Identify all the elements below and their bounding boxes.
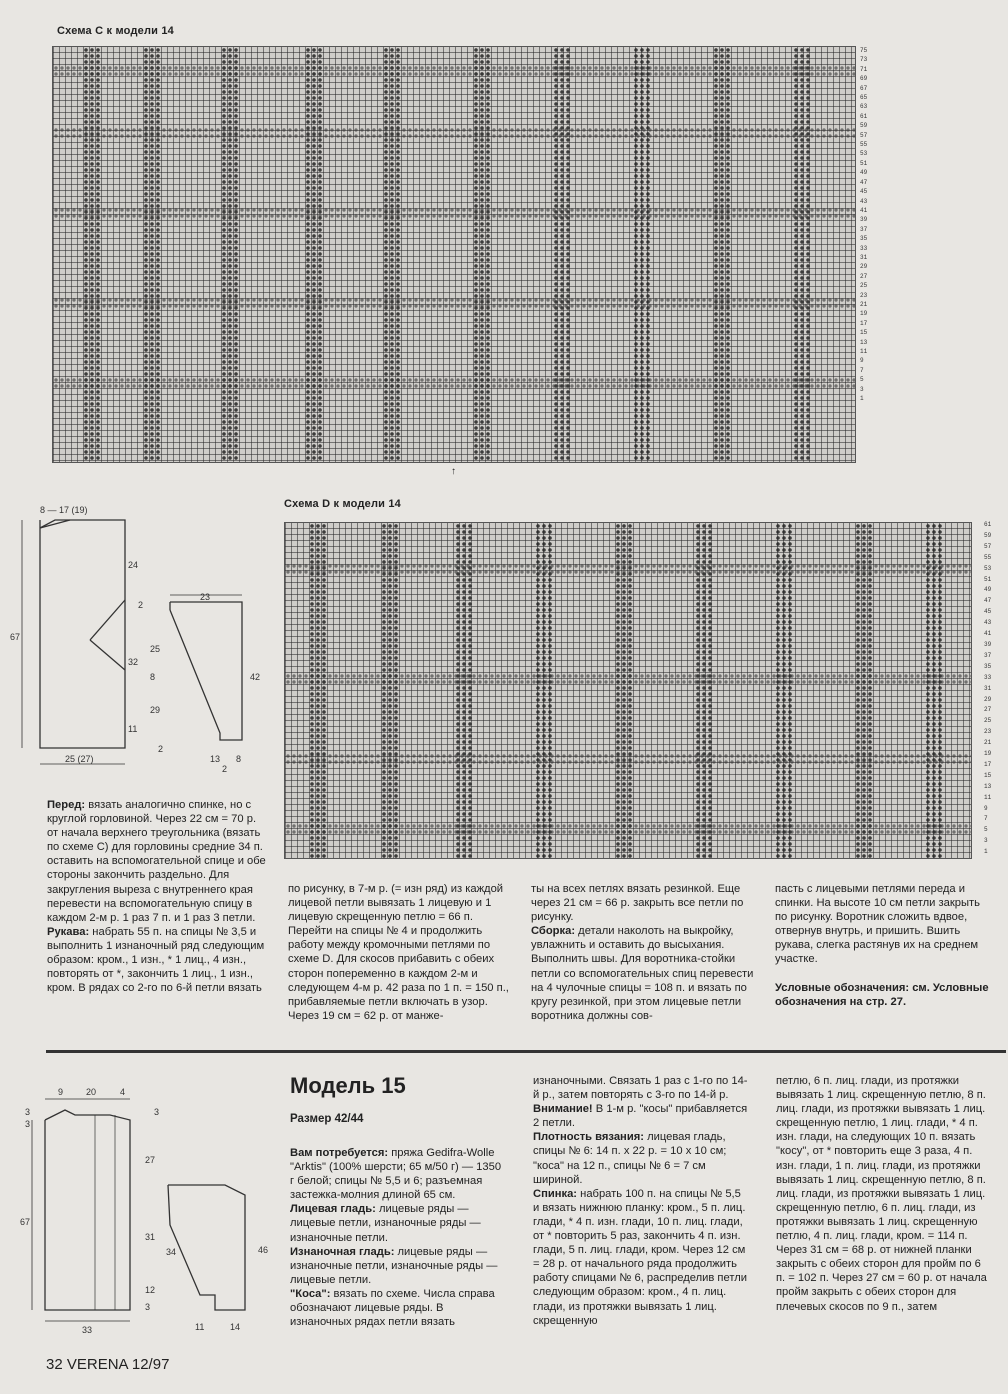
row-number: 51 [860, 159, 868, 167]
row-number: 11 [984, 793, 992, 801]
svg-text:8: 8 [150, 672, 156, 682]
row-number: 5 [860, 376, 864, 384]
row-number: 21 [984, 739, 992, 747]
model14-schematic [10, 500, 270, 780]
chart-c-caption: Схема С к модели 14 [57, 25, 174, 37]
row-number: 19 [984, 750, 992, 758]
row-number: 7 [984, 815, 988, 823]
page-footer: 32 VERENA 12/97 [46, 1356, 170, 1373]
row-number: 53 [984, 564, 992, 572]
row-number: 47 [984, 597, 992, 605]
row-number: 47 [860, 178, 868, 186]
row-number: 43 [860, 197, 868, 205]
chart-d-row-numbers [984, 520, 991, 858]
row-number: 21 [860, 300, 868, 308]
svg-text:42: 42 [250, 672, 261, 682]
row-number: 37 [860, 225, 868, 233]
svg-text:2: 2 [222, 764, 228, 774]
dim-top: 8 — 17 (19) [40, 505, 88, 515]
row-number: 25 [984, 717, 992, 725]
svg-text:4: 4 [120, 1087, 126, 1097]
chart-d-grid [284, 522, 972, 859]
svg-text:13: 13 [210, 754, 221, 764]
svg-text:11: 11 [195, 1322, 205, 1332]
text14-col2: по рисунку, в 7-м р. (= изн ряд) из каждой лицевой петли вывязать 1 лицевую и 1 лицевую скрещенную петлю = 66 п. Перейти на спицы № 4 и продолжить работу между кромочными петлями по схеме D. Для скосов прибавить с обеих сторон попеременно в каждом 2-м и следующем 4-м р. 42 раза по 1 п. = 150 п., прибавляемые петли включать в узор. Через 19 см = 62 р. от манже- [288, 883, 509, 1022]
row-number: 57 [860, 131, 868, 139]
model15-col2: Вам потребуется: пряжа Gedifra-Wolle "Arktis" (100% шерсти; 65 м/50 г) — 1350 г белой; спицы № 5,5 и 6; разъемная застежка-молния длиной 65 см. Лицевая гладь: лицевые ряды — лицевые петли, изнаночные ряды — изнаночные петли. Изнаночная гладь: лицевые ряды — изнаночные петли, изнаночные ряды — лицевые петли. "Коса": вязать по схеме. Числа справа обозначают лицевые ряды. В изнаночных рядах петли вязать [290, 1147, 502, 1329]
model15-schematic [20, 1085, 280, 1350]
row-number: 1 [984, 848, 988, 856]
row-number: 41 [984, 630, 992, 638]
svg-text:67: 67 [20, 1217, 31, 1227]
row-number: 59 [984, 531, 992, 539]
chart-c-grid [52, 46, 856, 463]
row-number: 17 [860, 319, 868, 327]
row-number: 15 [984, 771, 992, 779]
row-number: 49 [984, 586, 992, 594]
svg-text:9: 9 [58, 1087, 64, 1097]
chart-c-row-numbers [860, 46, 867, 403]
svg-text:14: 14 [230, 1322, 241, 1332]
svg-text:23: 23 [200, 592, 211, 602]
row-number: 55 [860, 141, 868, 149]
text14-col1: Перед: вязать аналогично спинке, но с круглой горловиной. Через 22 см = 70 р. от начала верхнего треугольника (вязать по схеме С) для горловины средние 34 п. оставить на вспомогательной спице и обе стороны закончить раздельно. Для закругления выреза с внутреннего края перевести на вспомогательную спицу в каждом 2-м р. 1 раз 7 п. и 1 раз 3 петли. Рукава: набрать 55 п. на спицы № 3,5 и выполнить 1 изнаночный ряд следующим образом: кром., 1 изн., * 1 лиц., 4 изн., повторять от *, закончить 1 лиц., 1 изн., кром. В рядах со 2-го по 6-й петли вязать [47, 799, 266, 995]
row-number: 61 [984, 521, 992, 528]
row-number: 5 [984, 826, 988, 834]
row-number: 23 [860, 291, 868, 299]
model15-col4: петлю, 6 п. лиц. глади, из протяжки вывязать 1 лиц. скрещенную петлю, 8 п. лиц. глади, из протяжки вывязать 1 лиц. скрещенную петлю, 1 лиц. глади, * 4 п. изн. глади, на следующих 10 п. вязать "косу", от * повторить еще 3 раза, 4 п. изн. глади, 1 п. лиц. глади, из протяжки вывязать 1 лиц. скрещенную петлю, 8 п. лиц. глади, из протяжки вывязать 1 лиц. скрещенную петлю, 6 п. лиц. глади, из протяжки вывязать 1 лиц. скрещенную петлю, 4 п. лиц. глади, кром. = 114 п. Через 31 см = 68 р. от нижней планки закрыть с обеих сторон для пройм по 6 п. = 102 п. Через 27 см = 60 р. от начала пройм закрыть с обеих сторон для плечевых скосов по 9 п., затем [776, 1075, 987, 1313]
row-number: 29 [984, 695, 992, 703]
svg-text:20: 20 [86, 1087, 97, 1097]
row-number: 13 [860, 338, 868, 346]
row-number: 45 [860, 188, 868, 196]
row-number: 23 [984, 728, 992, 736]
svg-text:32: 32 [128, 657, 139, 667]
row-number: 63 [860, 103, 868, 111]
row-number: 9 [984, 804, 988, 812]
row-number: 55 [984, 553, 992, 561]
row-number: 19 [860, 310, 868, 318]
row-number: 75 [860, 47, 868, 54]
row-number: 51 [984, 575, 992, 583]
row-number: 15 [860, 329, 868, 337]
svg-text:3: 3 [154, 1107, 160, 1117]
row-number: 9 [860, 357, 864, 365]
chart-c-arrow: ↑ [451, 466, 456, 477]
model15-col3: изнаночными. Связать 1 раз с 1-го по 14-й р., затем повторять с 3-го по 14-й р. Внимание! В 1-м р. "косы" прибавляется 2 петли. Плотность вязания: лицевая гладь, спицы № 6: 14 п. х 22 р. = 10 х 10 см; "коса" на 12 п., спицы № 6 = 7 см шириной. Спинка: набрать 100 п. на спицы № 5,5 и вязать нижнюю планку: кром., 5 п. лиц. глади, * 4 п. изн. глади, 10 п. лиц. глади, от * повторить 5 раз, закончить 4 п. изн. глади, 5 п. лиц. глади, кром. Через 12 см = 28 р. от начального ряда продолжить работу спицами № 6, распределив петли следующим образом: кром., 4 п. лиц. глади, из протяжки вывязать 1 лиц. скрещенную [533, 1075, 748, 1327]
svg-text:3: 3 [145, 1302, 151, 1312]
row-number: 53 [860, 150, 868, 158]
row-number: 59 [860, 122, 868, 130]
row-number: 13 [984, 782, 992, 790]
svg-text:8: 8 [236, 754, 242, 764]
svg-text:2: 2 [138, 600, 144, 610]
svg-text:31: 31 [145, 1232, 156, 1242]
svg-text:29: 29 [150, 705, 161, 715]
row-number: 73 [860, 56, 868, 64]
svg-text:67: 67 [10, 632, 21, 642]
row-number: 27 [984, 706, 992, 714]
svg-text:27: 27 [145, 1155, 156, 1165]
row-number: 41 [860, 206, 868, 214]
model15-title: Модель 15 [290, 1073, 406, 1098]
row-number: 11 [860, 348, 868, 355]
row-number: 71 [860, 65, 868, 73]
svg-text:24: 24 [128, 560, 139, 570]
row-number: 27 [860, 272, 868, 280]
row-number: 33 [984, 673, 992, 681]
svg-text:12: 12 [145, 1285, 156, 1295]
svg-text:33: 33 [82, 1325, 93, 1335]
row-number: 43 [984, 619, 992, 627]
row-number: 3 [860, 385, 864, 393]
row-number: 65 [860, 94, 868, 102]
svg-text:25: 25 [150, 644, 161, 654]
row-number: 7 [860, 366, 864, 374]
row-number: 25 [860, 282, 868, 290]
row-number: 57 [984, 542, 992, 550]
row-number: 35 [860, 235, 868, 243]
svg-text:3: 3 [25, 1107, 31, 1117]
row-number: 31 [860, 253, 868, 261]
row-number: 37 [984, 651, 992, 659]
row-number: 49 [860, 169, 868, 177]
row-number: 29 [860, 263, 868, 271]
text14-col3: ты на всех петлях вязать резинкой. Еще через 21 см = 66 р. закрыть все петли по рисунку. Сборка: детали наколоть на выкройку, увлажнить и оставить до высыхания. Выполнить швы. Для воротника-стойки петли со вспомогательных спиц перевести на 4 чулочные спицы = 108 п. и вязать по кругу резинкой, при этом лицевые петли воротника должны сов- [531, 883, 754, 1022]
row-number: 17 [984, 760, 992, 768]
row-number: 67 [860, 84, 868, 92]
model15-size: Размер 42/44 [290, 1113, 364, 1125]
row-number: 35 [984, 662, 992, 670]
row-number: 39 [984, 640, 992, 648]
svg-text:2: 2 [158, 744, 164, 754]
row-number: 3 [984, 837, 988, 845]
row-number: 61 [860, 112, 868, 120]
section-divider [46, 1050, 1006, 1053]
chart-d-caption: Схема D к модели 14 [284, 498, 401, 510]
svg-text:34: 34 [166, 1247, 177, 1257]
row-number: 45 [984, 608, 992, 616]
svg-text:46: 46 [258, 1245, 269, 1255]
row-number: 39 [860, 216, 868, 224]
row-number: 1 [860, 395, 864, 403]
svg-text:25 (27): 25 (27) [65, 754, 94, 764]
text14-col4: пасть с лицевыми петлями переда и спинки. На высоте 10 см петли закрыть по рисунку. Воротник сложить вдвое, отвернув внутрь, и пришить. Вшить рукава, слегка растянув их на среднем участке. Условные обозначения: см. Условные обозначения на стр. 27. [775, 883, 989, 1008]
row-number: 31 [984, 684, 992, 692]
row-number: 33 [860, 244, 868, 252]
svg-text:3: 3 [25, 1119, 31, 1129]
svg-text:11: 11 [128, 724, 138, 734]
row-number: 69 [860, 75, 868, 83]
